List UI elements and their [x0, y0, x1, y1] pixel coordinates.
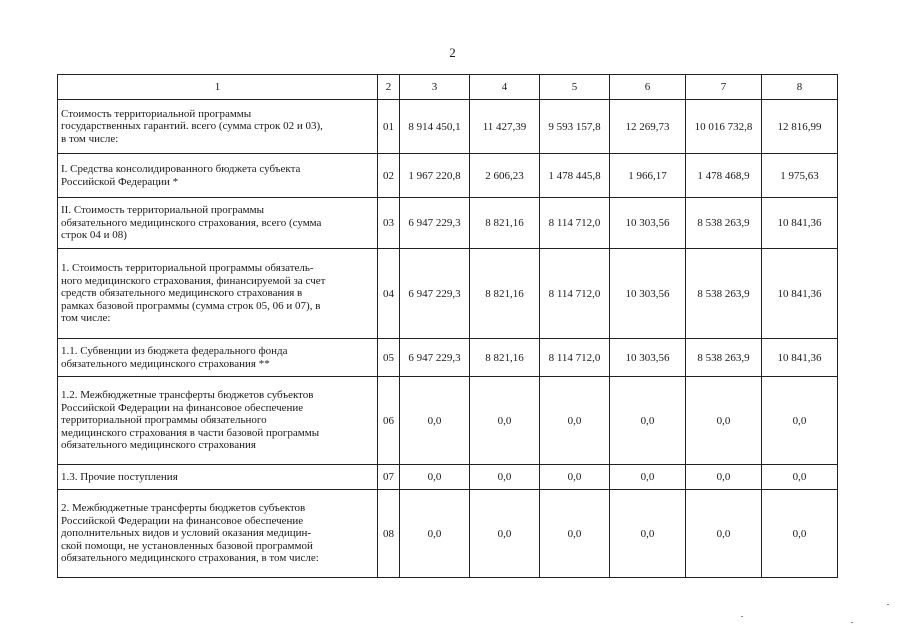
value-cell: 1 975,63	[762, 154, 838, 198]
scan-speck	[851, 622, 853, 623]
row-description: 1.3. Прочие поступления	[58, 465, 378, 490]
value-cell: 8 821,16	[470, 198, 540, 249]
value-cell: 0,0	[686, 490, 762, 578]
column-header: 5	[540, 75, 610, 100]
value-cell: 0,0	[762, 377, 838, 465]
row-code: 04	[378, 249, 400, 339]
value-cell: 8 114 712,0	[540, 198, 610, 249]
value-cell: 0,0	[610, 377, 686, 465]
column-header: 6	[610, 75, 686, 100]
value-cell: 10 303,56	[610, 339, 686, 377]
value-cell: 8 538 263,9	[686, 249, 762, 339]
row-description: II. Стоимость территориальной программы обязательного медицинского страхования, всего (сумма строк 04 и 08)	[58, 198, 378, 249]
value-cell: 0,0	[686, 465, 762, 490]
row-code: 08	[378, 490, 400, 578]
value-cell: 0,0	[400, 377, 470, 465]
table-row	[58, 377, 838, 465]
column-header: 3	[400, 75, 470, 100]
value-cell: 1 966,17	[610, 154, 686, 198]
row-code: 01	[378, 100, 400, 154]
scan-speck	[887, 604, 889, 605]
row-description: Стоимость территориальной программы государственных гарантий. всего (сумма строк 02 и 03), в том числе:	[58, 100, 378, 154]
value-cell: 6 947 229,3	[400, 198, 470, 249]
table-row	[58, 465, 838, 490]
table-row	[58, 100, 838, 154]
value-cell: 8 821,16	[470, 249, 540, 339]
page-number: 2	[449, 45, 456, 60]
table-row	[58, 490, 838, 578]
value-cell: 1 967 220,8	[400, 154, 470, 198]
value-cell: 8 538 263,9	[686, 198, 762, 249]
table-row	[58, 154, 838, 198]
row-description: I. Средства консолидированного бюджета субъекта Российской Федерации *	[58, 154, 378, 198]
column-header: 1	[58, 75, 378, 100]
value-cell: 10 841,36	[762, 249, 838, 339]
value-cell: 8 114 712,0	[540, 339, 610, 377]
value-cell: 8 821,16	[470, 339, 540, 377]
table-row	[58, 249, 838, 339]
column-header: 7	[686, 75, 762, 100]
column-header: 4	[470, 75, 540, 100]
value-cell: 0,0	[470, 490, 540, 578]
row-description: 1.2. Межбюджетные трансферты бюджетов субъектов Российской Федерации на финансовое обеспечение территориальной программы обязательного медицинского страхования в части базовой программы обязательного медицинского страхования	[58, 377, 378, 465]
value-cell: 8 114 712,0	[540, 249, 610, 339]
value-cell: 10 841,36	[762, 339, 838, 377]
column-header: 8	[762, 75, 838, 100]
value-cell: 11 427,39	[470, 100, 540, 154]
value-cell: 0,0	[610, 490, 686, 578]
value-cell: 10 841,36	[762, 198, 838, 249]
value-cell: 6 947 229,3	[400, 339, 470, 377]
value-cell: 12 816,99	[762, 100, 838, 154]
table-header-row	[58, 75, 838, 100]
value-cell: 6 947 229,3	[400, 249, 470, 339]
table-row	[58, 198, 838, 249]
value-cell: 0,0	[762, 490, 838, 578]
row-code: 07	[378, 465, 400, 490]
value-cell: 1 478 445,8	[540, 154, 610, 198]
value-cell: 0,0	[762, 465, 838, 490]
value-cell: 12 269,73	[610, 100, 686, 154]
row-code: 05	[378, 339, 400, 377]
value-cell: 0,0	[540, 490, 610, 578]
column-header: 2	[378, 75, 400, 100]
row-code: 03	[378, 198, 400, 249]
financing-table	[57, 74, 838, 578]
row-description: 2. Межбюджетные трансферты бюджетов субъектов Российской Федерации на финансовое обеспечение дополнительных видов и условий оказания медицин- ской помощи, не установленных базовой программой обязательного медицинского страхования, в том числе:	[58, 490, 378, 578]
value-cell: 10 303,56	[610, 249, 686, 339]
value-cell: 0,0	[400, 465, 470, 490]
value-cell: 10 016 732,8	[686, 100, 762, 154]
value-cell: 0,0	[400, 490, 470, 578]
value-cell: 9 593 157,8	[540, 100, 610, 154]
value-cell: 8 914 450,1	[400, 100, 470, 154]
value-cell: 1 478 468,9	[686, 154, 762, 198]
value-cell: 2 606,23	[470, 154, 540, 198]
value-cell: 10 303,56	[610, 198, 686, 249]
value-cell: 0,0	[686, 377, 762, 465]
value-cell: 0,0	[470, 377, 540, 465]
row-code: 02	[378, 154, 400, 198]
value-cell: 0,0	[470, 465, 540, 490]
row-description: 1.1. Субвенции из бюджета федерального фонда обязательного медицинского страхования **	[58, 339, 378, 377]
table-row	[58, 339, 838, 377]
value-cell: 8 538 263,9	[686, 339, 762, 377]
row-code: 06	[378, 377, 400, 465]
value-cell: 0,0	[540, 377, 610, 465]
scan-speck	[741, 616, 743, 617]
row-description: 1. Стоимость территориальной программы обязатель- ного медицинского страхования, финансируемой за счет средств обязательного медицинского страхования в рамках базовой программы (сумма строк 05, 06 и 07), в том числе:	[58, 249, 378, 339]
value-cell: 0,0	[540, 465, 610, 490]
value-cell: 0,0	[610, 465, 686, 490]
